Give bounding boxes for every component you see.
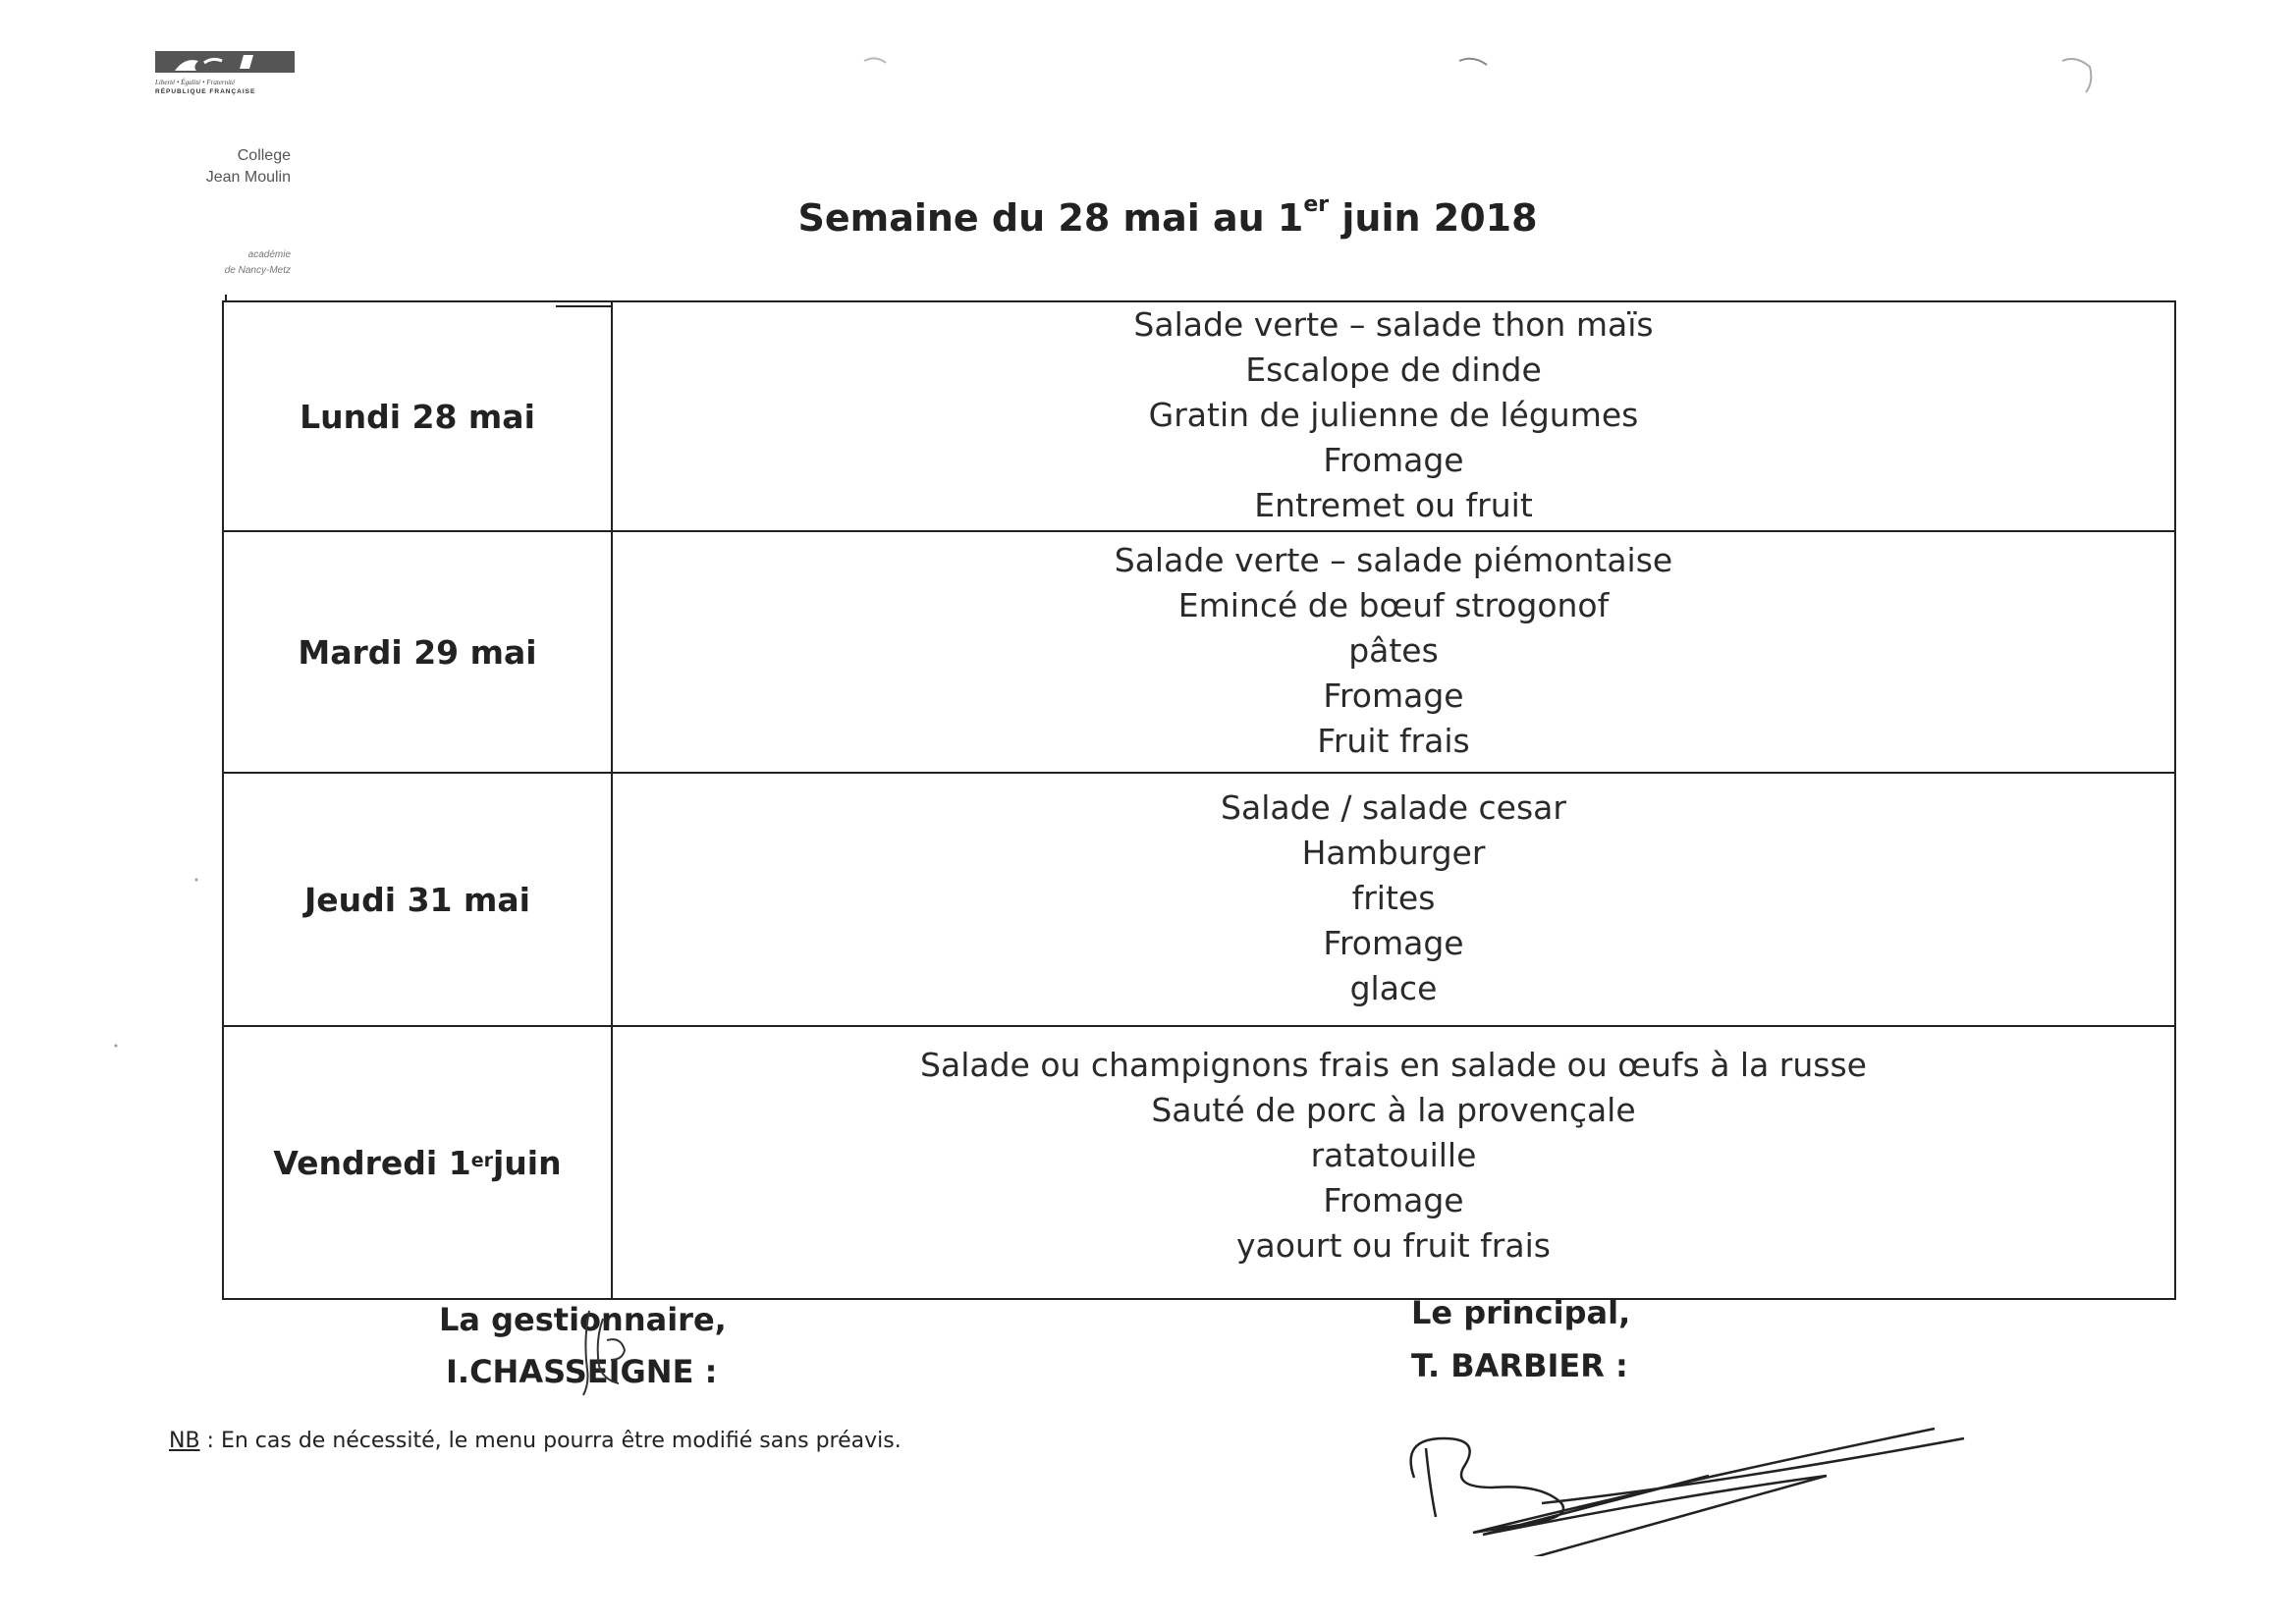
gestionnaire-name: I.CHASSEIGNE : — [446, 1353, 718, 1390]
day-friday-sup: er — [470, 1150, 493, 1171]
college-line1: College — [237, 147, 291, 164]
day-friday-suffix: juin — [492, 1143, 562, 1182]
dish-item: Salade verte – salade piémontaise — [1114, 541, 1673, 579]
dish-item: Salade verte – salade thon maïs — [1133, 305, 1654, 344]
dish-item: yaourt ou fruit frais — [1236, 1226, 1551, 1265]
dishes-tuesday — [613, 538, 2174, 764]
logo-name: RÉPUBLIQUE FRANÇAISE — [155, 88, 256, 95]
college-name — [147, 145, 291, 189]
dish-item: Fromage — [1323, 924, 1464, 962]
dish-item: Salade ou champignons frais en salade ou œufs à la russe — [920, 1046, 1867, 1084]
day-friday-prefix: Vendredi 1 — [273, 1143, 471, 1182]
principal-signature — [1394, 1360, 2121, 1556]
title-suffix: juin 2018 — [1329, 196, 1538, 240]
title-prefix: Semaine du 28 mai au 1 — [797, 196, 1304, 240]
academie-line2: de Nancy-Metz — [224, 265, 291, 276]
day-tuesday: Mardi 29 mai — [298, 632, 537, 672]
dish-item: Emincé de bœuf strogonof — [1177, 586, 1610, 624]
gestionnaire-signature — [511, 1301, 629, 1409]
dish-item: Sauté de porc à la provençale — [1151, 1091, 1636, 1129]
footnote-text: : En cas de nécessité, le menu pourra être modifié sans préavis. — [199, 1429, 902, 1453]
academie-name — [147, 247, 291, 279]
dish-item: Entremet ou fruit — [1254, 486, 1533, 524]
dish-item: Gratin de julienne de légumes — [1148, 396, 1639, 434]
day-monday: Lundi 28 mai — [300, 397, 535, 436]
day-thursday: Jeudi 31 mai — [304, 880, 530, 919]
dish-item: Fruit frais — [1317, 722, 1470, 760]
dish-item: Salade / salade cesar — [1221, 788, 1566, 827]
dishes-monday — [613, 302, 2174, 528]
dish-item: Hamburger — [1301, 834, 1486, 872]
dish-item: Fromage — [1323, 676, 1464, 715]
principal-name: T. BARBIER : — [1411, 1347, 1628, 1384]
dishes-friday — [613, 1043, 2174, 1269]
dish-item: pâtes — [1348, 631, 1439, 670]
page-title — [0, 192, 2296, 240]
dish-item: Fromage — [1323, 1181, 1464, 1219]
gestionnaire-label: La gestionnaire, — [439, 1301, 727, 1338]
logo-motto: Liberté • Égalité • Fraternité — [155, 79, 236, 86]
dish-item: ratatouille — [1310, 1136, 1477, 1174]
dish-item: Escalope de dinde — [1245, 351, 1542, 389]
footnote — [169, 1429, 902, 1453]
college-line2: Jean Moulin — [205, 169, 291, 186]
day-friday — [224, 1027, 611, 1298]
academie-line1: académie — [247, 249, 291, 260]
dish-item: Fromage — [1323, 441, 1464, 479]
footnote-label: NB — [169, 1429, 200, 1453]
dish-item: frites — [1351, 879, 1436, 917]
principal-label: Le principal, — [1411, 1294, 1631, 1331]
dishes-thursday — [613, 785, 2174, 1011]
title-sup: er — [1303, 192, 1330, 217]
dish-item: glace — [1349, 969, 1438, 1007]
